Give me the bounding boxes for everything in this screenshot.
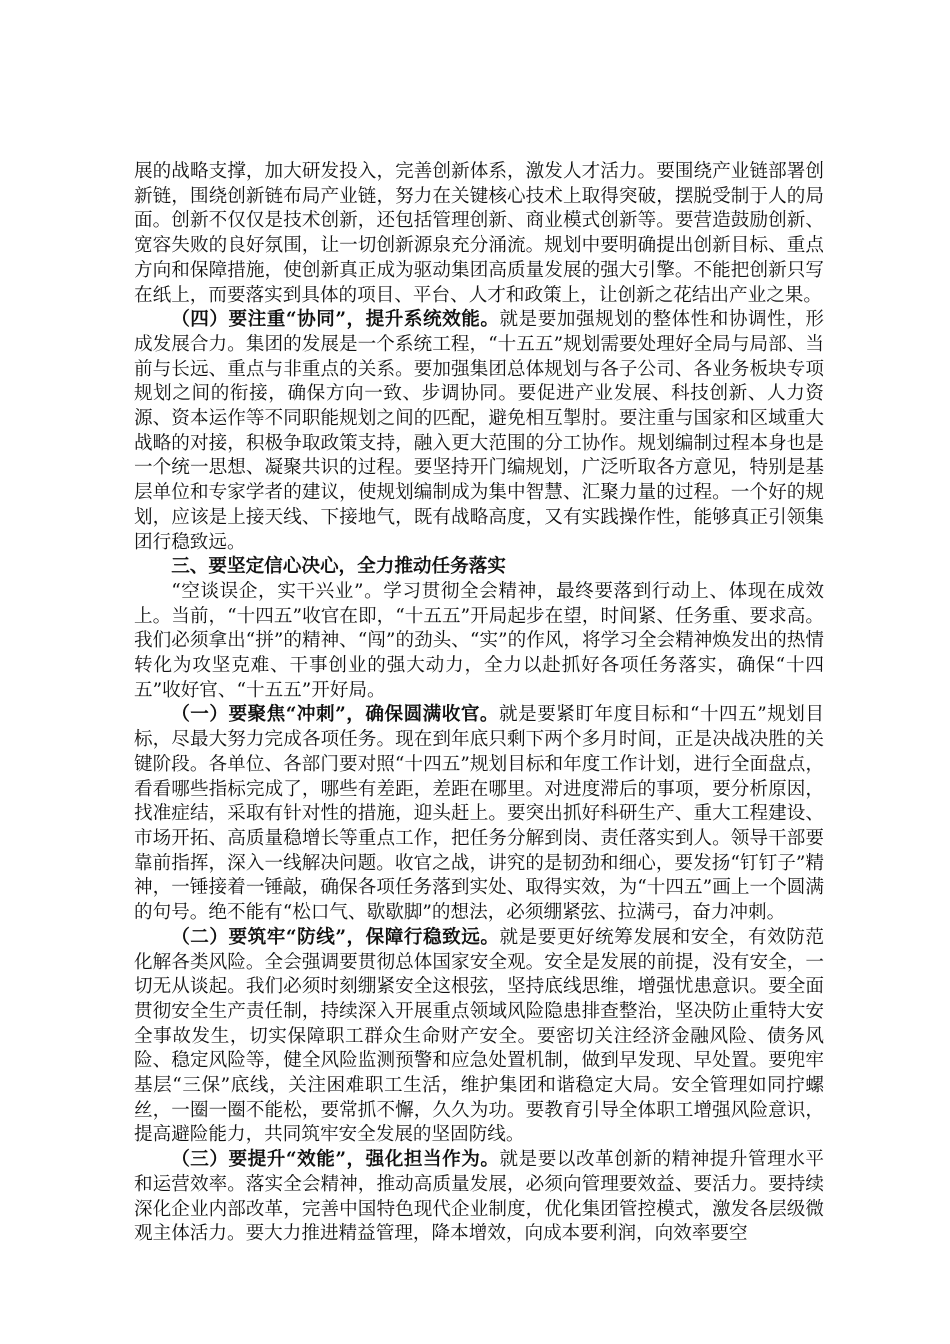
paragraph-body: 就是要更好统筹发展和安全，有效防范化解各类风险。全会强调要贯彻总体国家安全观。安全是发展的前提，没有安全，一切无从谈起。我们必须时刻绷紧安全这根弦，坚持底线思维，增强忧患意识。要全面贯彻安全生产责任制，持续深入开展重点领域风险隐患排查整治，坚决防止重特大安全事故发生，切实保障职工群众生命财产安全。要密切关注经济金融风险、债务风险、稳定风险等，健全风险监测预警和应急处置机制，做到早发现、早处置。要兜牢基层“三保”底线，关注困难职工生活，维护集团和谐稳定大局。安全管理如同拧螺丝，一圈一圈不能松，要常抓不懈，久久为功。要教育引导全体职工增强风险意识，提高避险能力，共同筑牢安全发展的坚固防线。 bbox=[134, 926, 824, 1146]
section-paragraph-defense bbox=[134, 926, 824, 1148]
section-heading: 三、要坚定信心决心，全力推动任务落实 bbox=[171, 556, 506, 578]
body-paragraph-intro: “空谈误企，实干兴业”。学习贯彻全会精神，最终要落到行动上、体现在成效上。当前，“十四五”收官在即，“十五五”开局起步在望，时间紧、任务重、要求高。我们必须拿出“拼”的精神、“闯”的劲头、“实”的作风，将学习全会精神焕发出的热情转化为攻坚克难、干事创业的强大动力，全力以赴抓好各项任务落实，确保“十四五”收好官、“十五五”开好局。 bbox=[134, 580, 824, 701]
paragraph-body: 就是要紧盯年度目标和“十四五”规划目标，尽最大努力完成各项任务。现在到年底只剩下两个多月时间，正是决战决胜的关键阶段。各单位、各部门要对照“十四五”规划目标和年度工作计划，进行全面盘点，看看哪些指标完成了，哪些有差距，差距在哪里。对进度滞后的事项，要分析原因，找准症结，采取有针对性的措施，迎头赶上。要突出抓好科研生产、重大工程建设、市场开拓、高质量稳增长等重点工作，把任务分解到岗、责任落实到人。领导干部要靠前指挥，深入一线解决问题。收官之战，讲究的是韧劲和细心，要发扬“钉钉子”精神，一锤接着一锤敲，确保各项任务落到实处、取得实效，为“十四五”画上一个圆满的句号。绝不能有“松口气、歇歇脚”的想法，必须绷紧弦、拉满弓，奋力冲刺。 bbox=[134, 704, 824, 924]
document-page bbox=[134, 160, 824, 1247]
paragraph-body: 就是要加强规划的整体性和协调性，形成发展合力。集团的发展是一个系统工程，“十五五”规划需要处理好全局与局部、当前与长远、重点与非重点的关系。要加强集团总体规划与各子公司、各业务板块专项规划之间的衔接，确保方向一致、步调协同。要促进产业发展、科技创新、人力资源、资本运作等不同职能规划之间的匹配，避免相互掣肘。要注重与国家和区域重大战略的对接，积极争取政策支持，融入更大范围的分工协作。规划编制过程本身也是一个统一思想、凝聚共识的过程。要坚持开门编规划，广泛听取各方意见，特别是基层单位和专家学者的建议，使规划编制成为集中智慧、汇聚力量的过程。一个好的规划，应该是上接天线、下接地气，既有战略高度，又有实践操作性，能够真正引领集团行稳致远。 bbox=[134, 309, 824, 553]
section-paragraph-coordination bbox=[134, 308, 824, 555]
paragraph-lead-title: （一）要聚焦“冲刺”，确保圆满收官。 bbox=[171, 704, 500, 726]
section-paragraph-efficiency bbox=[134, 1148, 824, 1247]
section-paragraph-sprint bbox=[134, 703, 824, 925]
paragraph-lead-title: （二）要筑牢“防线”，保障行稳致远。 bbox=[171, 926, 500, 948]
paragraph-lead-title: （三）要提升“效能”，强化担当作为。 bbox=[171, 1149, 500, 1171]
body-paragraph-continuation: 展的战略支撑，加大研发投入，完善创新体系，激发人才活力。要围绕产业链部署创新链，围绕创新链布局产业链，努力在关键核心技术上取得突破，摆脱受制于人的局面。创新不仅仅是技术创新，还包括管理创新、商业模式创新等。要营造鼓励创新、宽容失败的良好氛围，让一切创新源泉充分涌流。规划中要明确提出创新目标、重点方向和保障措施，使创新真正成为驱动集团高质量发展的强大引擎。不能把创新只写在纸上，而要落实到具体的项目、平台、人才和政策上，让创新之花结出产业之果。 bbox=[134, 161, 824, 306]
paragraph-body: 就是要以改革创新的精神提升管理水平和运营效率。落实全会精神，推动高质量发展，必须向管理要效益、要活力。要持续深化企业内部改革，完善中国特色现代企业制度，优化集团管控模式，激发各层级微观主体活力。要大力推进精益管理，降本增效，向成本要利润，向效率要空 bbox=[134, 1149, 824, 1245]
paragraph-lead-title: （四）要注重“协同”，提升系统效能。 bbox=[171, 309, 500, 331]
